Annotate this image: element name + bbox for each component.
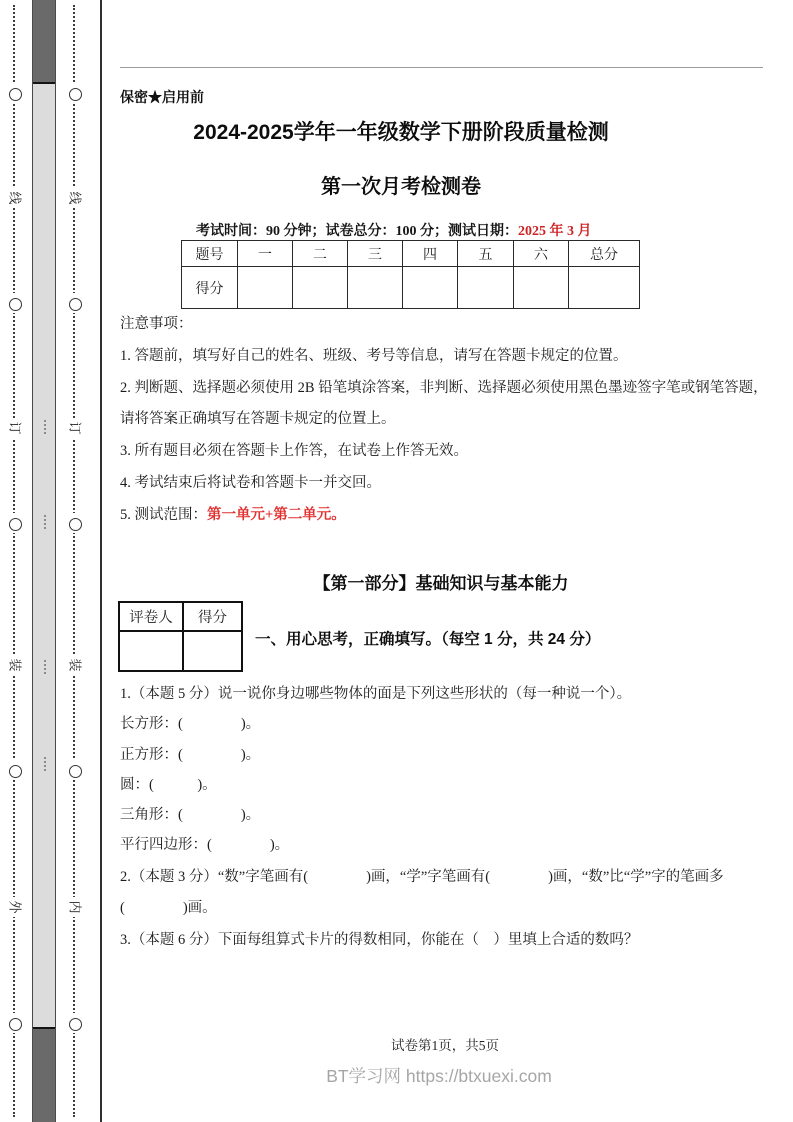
q1-blank-line: 长方形：( )。 <box>120 716 261 733</box>
binding-char: 外 <box>6 897 24 917</box>
score-header-cell: 一 <box>238 241 293 267</box>
section-one-heading: 一、用心思考，正确填写。（每空 1 分，共 24 分） <box>255 631 601 648</box>
score-table-score-row <box>182 267 640 309</box>
score-cell <box>348 267 403 309</box>
binding-dotted-line <box>73 5 75 1117</box>
grader-empty-row <box>119 631 242 671</box>
circle-mark-icon <box>6 293 24 313</box>
score-row-label: 得分 <box>182 267 238 309</box>
score-header-cell: 三 <box>348 241 403 267</box>
grader-label: 评卷人 <box>119 602 183 631</box>
grader-cell <box>183 631 242 671</box>
notice-item-text: 5. 测试范围： <box>120 506 207 523</box>
circle-mark-icon <box>66 513 84 533</box>
binding-char: 线 <box>66 188 84 208</box>
q1-blank-line: 圆：( )。 <box>120 776 217 793</box>
grader-table <box>118 601 243 672</box>
score-cell <box>238 267 293 309</box>
notice-block <box>120 309 782 532</box>
q1-blank-line: 正方形：( )。 <box>120 746 261 763</box>
score-cell <box>514 267 569 309</box>
grader-score-label: 得分 <box>183 602 242 631</box>
score-header-cell: 五 <box>458 241 514 267</box>
score-header-cell: 二 <box>293 241 348 267</box>
spine-bar-bottom-cap <box>33 1027 55 1122</box>
question-3: 3.（本题 6 分）下面每组算式卡片的得数相同，你能在（ ）里填上合适的数吗？ <box>120 932 639 948</box>
binding-char: 订 <box>6 418 24 438</box>
score-table-header-row <box>182 241 640 267</box>
score-cell <box>293 267 348 309</box>
exam-info-line <box>196 220 592 240</box>
question-1-text: 1.（本题 5 分）说一说你身边哪些物体的面是下列这些形状的（每一种说一个）。 <box>120 686 632 702</box>
notice-item: 2. 判断题、选择题必须使用 2B 铅笔填涂答案，非判断、选择题必须使用黑色墨迹签字笔或钢笔答题，请将答案正确填写在答题卡规定的位置上。 <box>120 379 768 428</box>
binding-char: 装 <box>6 655 24 675</box>
q1-blank-line: 三角形：( )。 <box>120 807 261 824</box>
score-header-cell: 四 <box>403 241 458 267</box>
notice-item: 3. 所有题目必须在答题卡上作答，在试卷上作答无效。 <box>120 443 468 460</box>
score-table <box>181 240 640 309</box>
exam-date: 2025 年 3 月 <box>518 224 592 239</box>
questions-2-3 <box>120 862 784 956</box>
score-cell <box>403 267 458 309</box>
binding-char: 订 <box>66 418 84 438</box>
question-1 <box>120 679 788 861</box>
circle-mark-icon <box>66 760 84 780</box>
circle-mark-icon <box>6 83 24 103</box>
part-one-title: 【第一部分】基础知识与基本能力 <box>313 574 569 593</box>
binding-rail-inner <box>66 0 84 1122</box>
exam-info-text: 考试时间：90 分钟；试卷总分：100 分；测试日期： <box>196 224 518 239</box>
spine-dots-icon <box>44 757 46 771</box>
spine-dots-icon <box>44 515 46 529</box>
binding-dotted-line <box>13 5 15 1117</box>
question-2: 2.（本题 3 分）“数”字笔画有( )画，“学”字笔画有( )画，“数”比“学”字的笔画多( )画。 <box>120 869 724 916</box>
score-cell <box>458 267 514 309</box>
grader-header-row <box>119 602 242 631</box>
binding-char: 线 <box>6 188 24 208</box>
binding-rail-outer <box>6 0 24 1122</box>
circle-mark-icon <box>6 760 24 780</box>
exam-title: 2024-2025学年一年级数学下册阶段质量检测 <box>193 121 609 144</box>
notice-item: 4. 考试结束后将试卷和答题卡一并交回。 <box>120 474 381 491</box>
paper-content <box>103 0 793 1122</box>
test-scope-highlight: 第一单元+第二单元。 <box>207 506 346 523</box>
score-header-cell: 六 <box>514 241 569 267</box>
notice-heading: 注意事项： <box>120 316 193 332</box>
circle-mark-icon <box>66 293 84 313</box>
footer-site-text: BT学习网 https://btxuexi.com <box>326 1066 552 1086</box>
footer-page-info: 试卷第1页，共5页 <box>391 1038 499 1053</box>
circle-mark-icon <box>66 1013 84 1033</box>
q1-blank-line: 平行四边形：( )。 <box>120 837 290 854</box>
circle-mark-icon <box>6 513 24 533</box>
spine-dots-icon <box>44 420 46 434</box>
spine-dots-icon <box>44 660 46 674</box>
page-border-line <box>100 0 102 1122</box>
circle-mark-icon <box>66 83 84 103</box>
notice-item: 1. 答题前，填写好自己的姓名、班级、考号等信息，请写在答题卡规定的位置。 <box>120 347 628 364</box>
binding-char: 装 <box>66 655 84 675</box>
binding-spine-bar <box>32 0 56 1122</box>
circle-mark-icon <box>6 1013 24 1033</box>
score-header-cell: 总分 <box>569 241 640 267</box>
notice-item <box>120 500 782 532</box>
confidential-label: 保密★启用前 <box>120 89 204 105</box>
top-rule <box>120 67 763 68</box>
binding-char: 内 <box>66 897 84 917</box>
exam-subtitle: 第一次月考检测卷 <box>321 176 481 198</box>
score-header-cell: 题号 <box>182 241 238 267</box>
score-cell <box>569 267 640 309</box>
spine-bar-top-cap <box>33 0 55 84</box>
grader-cell <box>119 631 183 671</box>
